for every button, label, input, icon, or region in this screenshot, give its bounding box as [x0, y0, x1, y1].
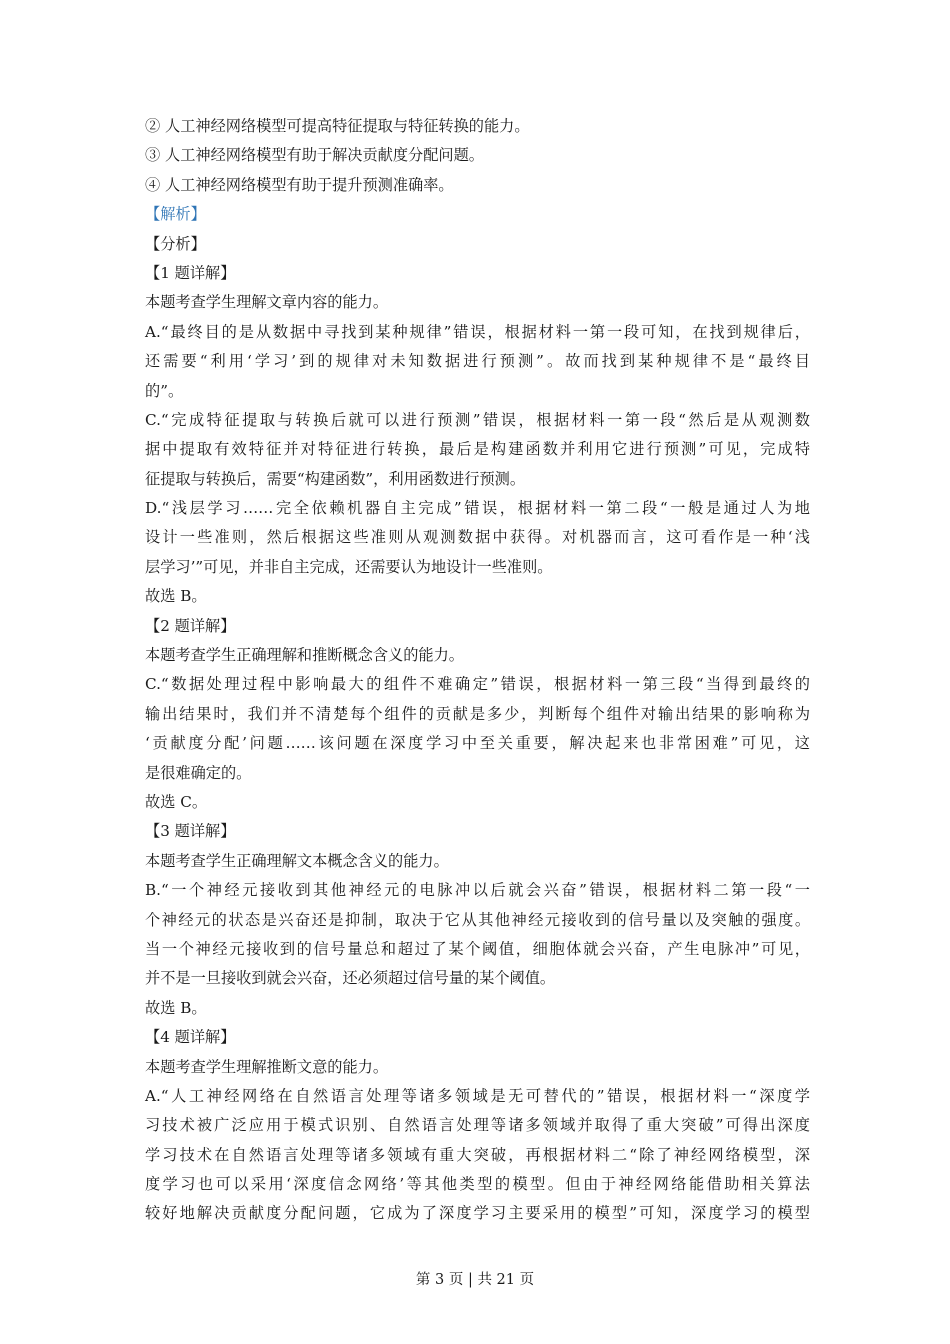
- text-line: C.“完成特征提取与转换后就可以进行预测”错误，根据材料一第一段“然后是从观测数: [145, 410, 810, 429]
- page-footer: 第 3 页 | 共 21 页: [415, 1272, 535, 1288]
- text-line: 【2 题详解】: [145, 616, 236, 635]
- text-line: 【分析】: [145, 234, 206, 253]
- text-line: 较好地解决贡献度分配问题，它成为了深度学习主要采用的模型”可知，深度学习的模型: [145, 1204, 810, 1223]
- text-line: 故选 B。: [145, 587, 207, 606]
- text-line: B.“一个神经元接收到其他神经元的电脉冲以后就会兴奋”错误，根据材料二第一段“一: [145, 881, 810, 900]
- text-line: 层学习’”可见，并非自主完成，还需要认为地设计一些准则。: [145, 557, 553, 576]
- text-line: 故选 B。: [145, 998, 207, 1017]
- text-line: 个神经元的状态是兴奋还是抑制，取决于它从其他神经元接收到的信号量以及突触的强度。: [145, 910, 810, 929]
- text-line: 本题考查学生正确理解和推断概念含义的能力。: [145, 646, 464, 665]
- text-line: 设计一些准则，然后根据这些准则从观测数据中获得。对机器而言，这可看作是一种‘浅: [145, 528, 810, 547]
- text-line: 【4 题详解】: [145, 1028, 236, 1047]
- text-line: A.“人工神经网络在自然语言处理等诸多领域是无可替代的”错误，根据材料一“深度学: [145, 1086, 810, 1105]
- text-line: 故选 C。: [145, 792, 208, 811]
- analysis-link[interactable]: 【解析】: [145, 205, 206, 224]
- text-line: ‘贡献度分配’问题……该问题在深度学习中至关重要，解决起来也非常困难”可见，这: [145, 734, 810, 753]
- text-line: C.“数据处理过程中影响最大的组件不难确定”错误，根据材料一第三段“当得到最终的: [145, 675, 810, 694]
- text-line: 的”。: [145, 381, 184, 400]
- text-line: 是很难确定的。: [145, 763, 252, 782]
- text-line: A.“最终目的是从数据中寻找到某种规律”错误，根据材料一第一段可知，在找到规律后，: [145, 322, 810, 341]
- text-line: ④ 人工神经网络模型有助于提升预测准确率。: [145, 175, 454, 194]
- text-line: D.“浅层学习……完全依赖机器自主完成”错误，根据材料一第二段“一般是通过人为地: [145, 499, 810, 518]
- text-line: 输出结果时，我们并不清楚每个组件的贡献是多少，判断每个组件对输出结果的影响称为: [145, 704, 810, 723]
- text-line: 并不是一旦接收到就会兴奋，还必须超过信号量的某个阈值。: [145, 969, 556, 988]
- text-line: 度学习也可以采用‘深度信念网络’等其他类型的模型。但由于神经网络能借助相关算法: [145, 1175, 810, 1194]
- text-line: 本题考查学生正确理解文本概念含义的能力。: [145, 851, 449, 870]
- text-line: 【3 题详解】: [145, 822, 236, 841]
- text-line: 本题考查学生理解文章内容的能力。: [145, 293, 388, 312]
- text-line: ③ 人工神经网络模型有助于解决贡献度分配问题。: [145, 146, 484, 165]
- text-line: ② 人工神经网络模型可提高特征提取与特征转换的能力。: [145, 117, 530, 135]
- text-line: 还需要“利用‘学习’到的规律对未知数据进行预测”。故而找到某种规律不是“最终目: [145, 352, 810, 371]
- text-line: 征提取与转换后，需要“构建函数”，利用函数进行预测。: [145, 469, 526, 488]
- text-line: 据中提取有效特征并对特征进行转换，最后是构建函数并利用它进行预测”可见，完成特: [145, 440, 810, 459]
- text-line: 本题考查学生理解推断文意的能力。: [145, 1057, 388, 1076]
- document-body: [145, 112, 810, 1229]
- text-line: 【1 题详解】: [145, 263, 236, 282]
- text-line: 当一个神经元接收到的信号量总和超过了某个阈值，细胞体就会兴奋，产生电脉冲”可见，: [145, 939, 810, 958]
- text-line: 习技术被广泛应用于模式识别、自然语言处理等诸多领域并取得了重大突破”可得出深度: [145, 1116, 810, 1135]
- text-line: 学习技术在自然语言处理等诸多领域有重大突破，再根据材料二“除了神经网络模型，深: [145, 1145, 810, 1164]
